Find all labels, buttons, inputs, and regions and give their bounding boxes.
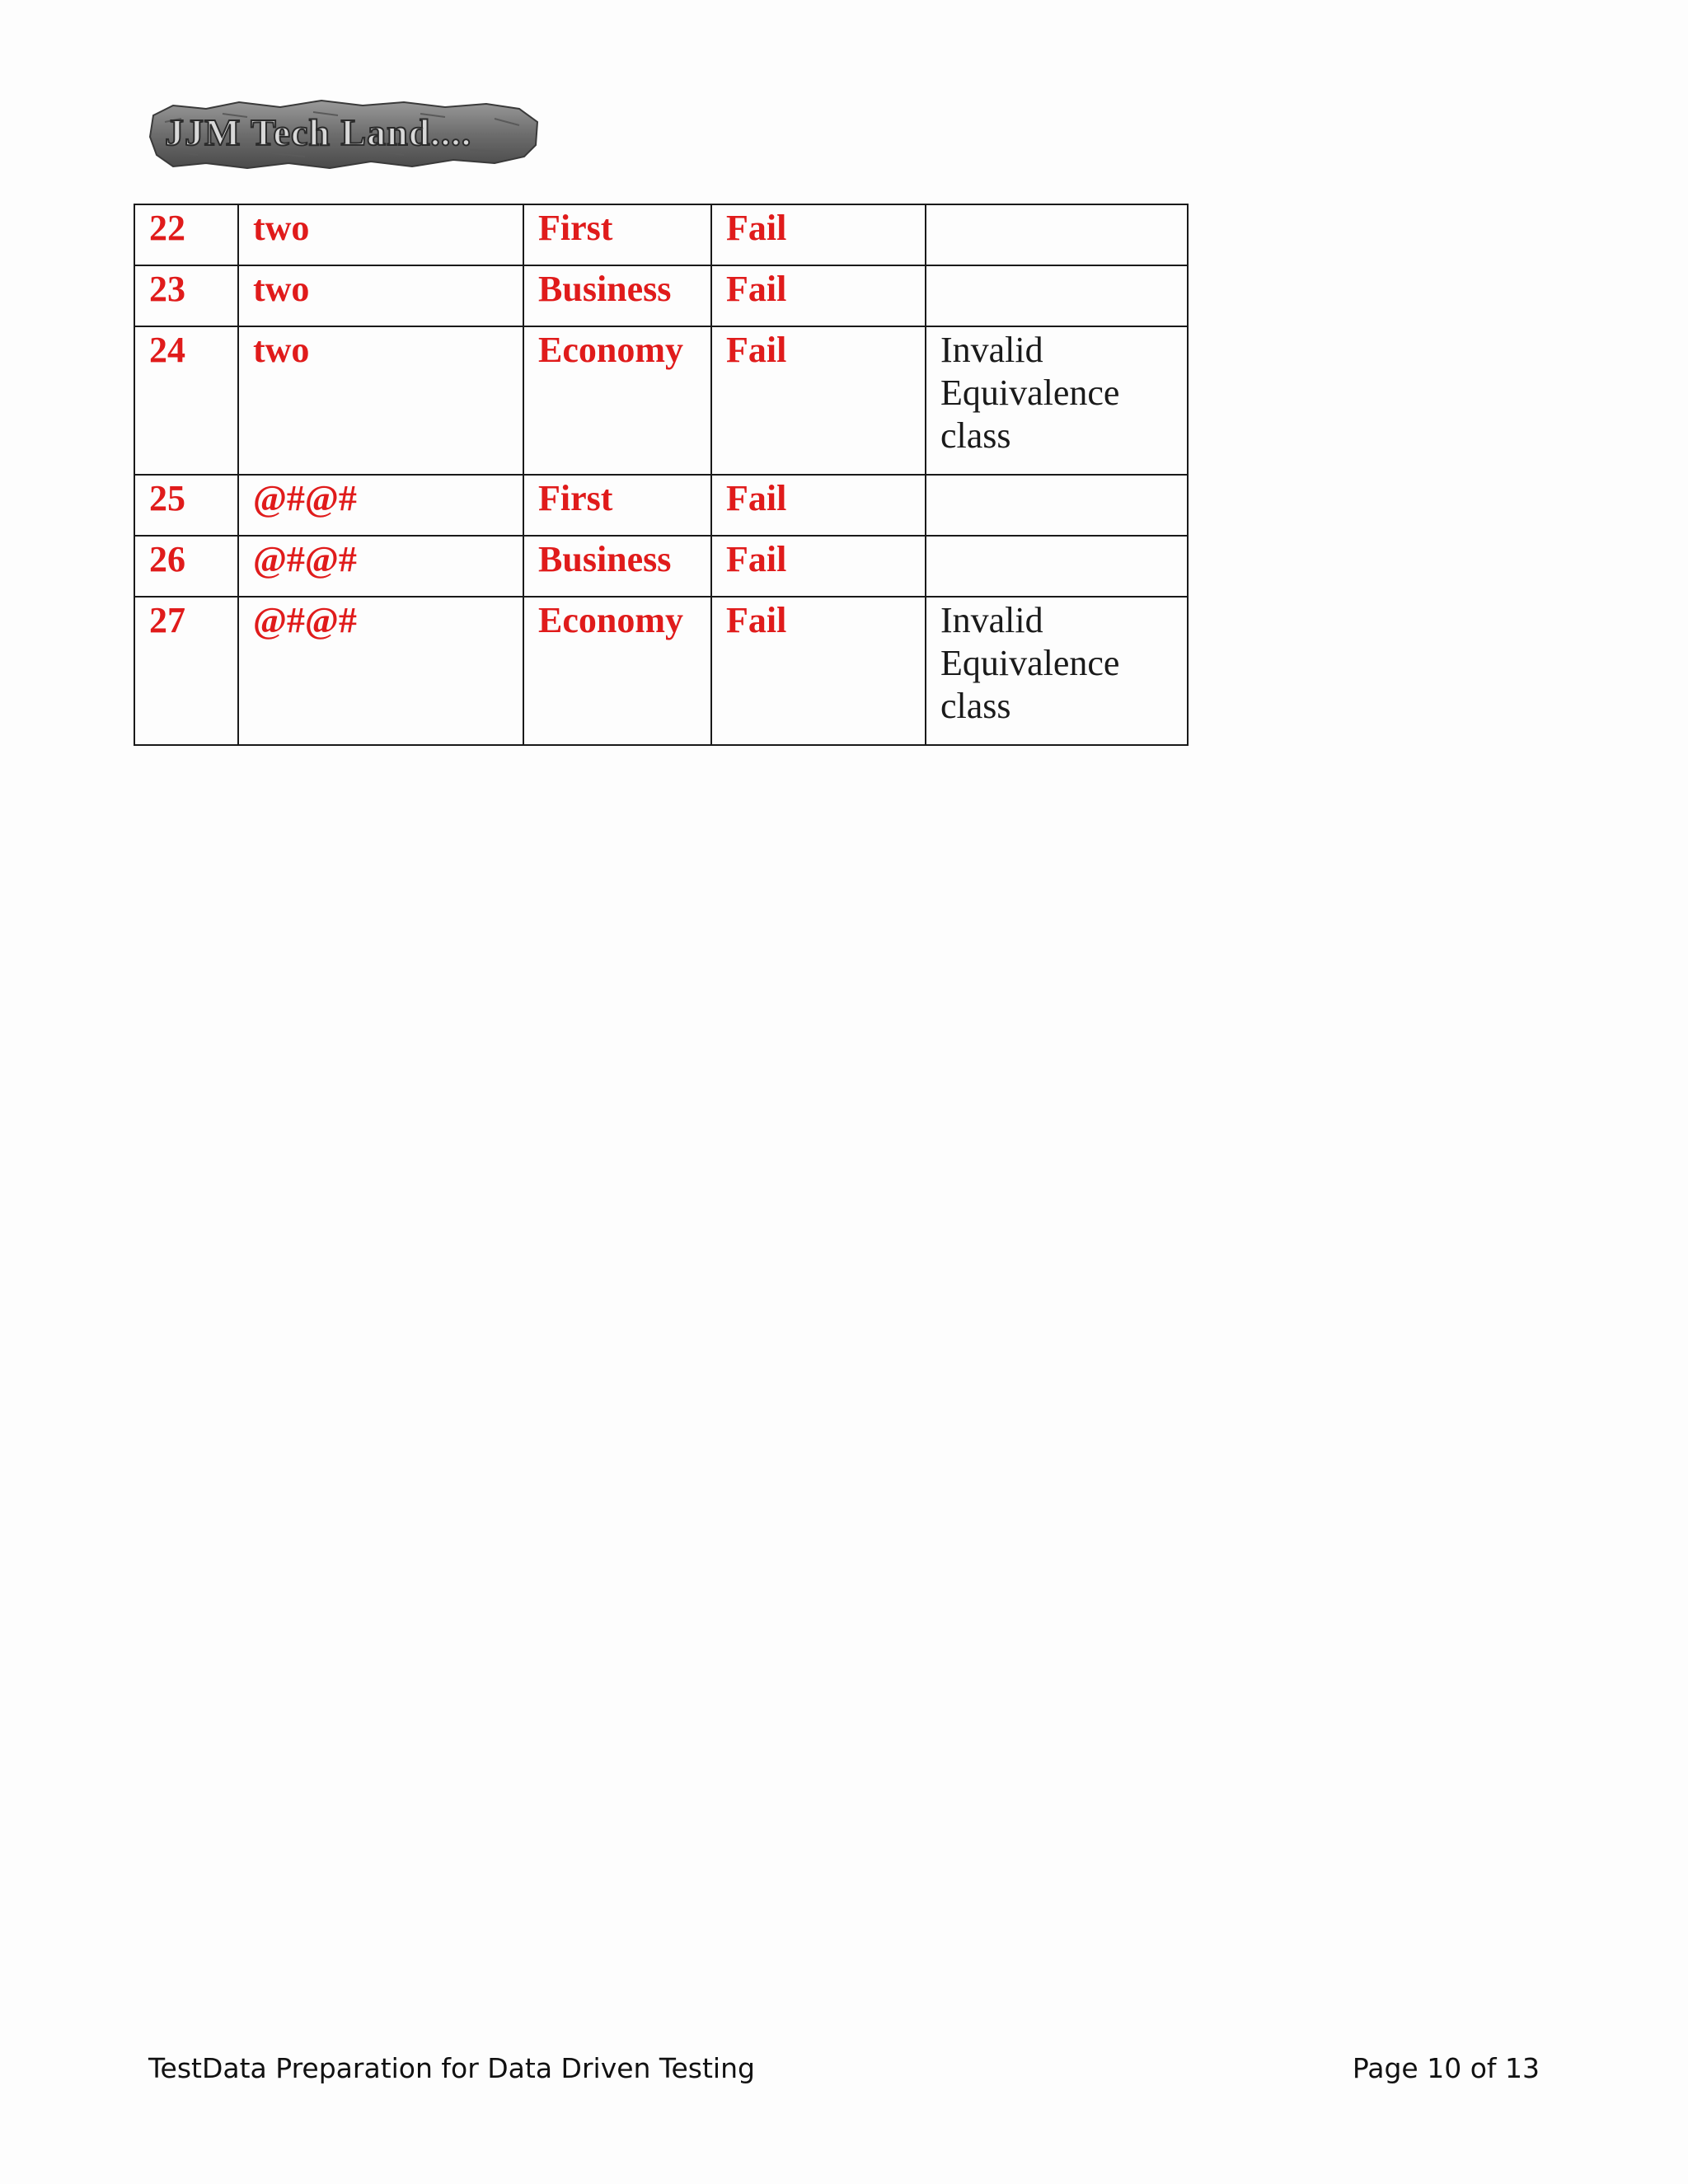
logo-text: JJM Tech Land....: [165, 111, 472, 153]
result-value: Fail: [711, 326, 926, 475]
input-value: two: [238, 326, 523, 475]
result-value: Fail: [711, 597, 926, 745]
row-number: 23: [134, 265, 238, 326]
result-value: Fail: [711, 204, 926, 265]
class-value: First: [523, 475, 711, 536]
note-value: [926, 536, 1188, 597]
footer-page-number: Page 10 of 13: [1352, 2052, 1540, 2084]
input-value: two: [238, 265, 523, 326]
class-value: Economy: [523, 597, 711, 745]
result-value: Fail: [711, 536, 926, 597]
note-value: [926, 265, 1188, 326]
class-value: First: [523, 204, 711, 265]
input-value: @#@#: [238, 475, 523, 536]
table-row: [134, 204, 1188, 265]
company-logo: [148, 97, 542, 171]
row-number: 22: [134, 204, 238, 265]
class-value: Business: [523, 265, 711, 326]
row-number: 24: [134, 326, 238, 475]
result-value: Fail: [711, 265, 926, 326]
test-data-table: [134, 204, 1189, 746]
note-value: Invalid Equivalence class: [926, 597, 1188, 745]
footer-document-title: TestData Preparation for Data Driven Testing: [148, 2052, 755, 2084]
table-row: [134, 475, 1188, 536]
class-value: Business: [523, 536, 711, 597]
input-value: two: [238, 204, 523, 265]
table-row: [134, 597, 1188, 745]
row-number: 26: [134, 536, 238, 597]
note-value: [926, 204, 1188, 265]
input-value: @#@#: [238, 536, 523, 597]
class-value: Economy: [523, 326, 711, 475]
table-row: [134, 265, 1188, 326]
table-row: [134, 536, 1188, 597]
table-row: [134, 326, 1188, 475]
row-number: 27: [134, 597, 238, 745]
result-value: Fail: [711, 475, 926, 536]
row-number: 25: [134, 475, 238, 536]
note-value: Invalid Equivalence class: [926, 326, 1188, 475]
note-value: [926, 475, 1188, 536]
input-value: @#@#: [238, 597, 523, 745]
